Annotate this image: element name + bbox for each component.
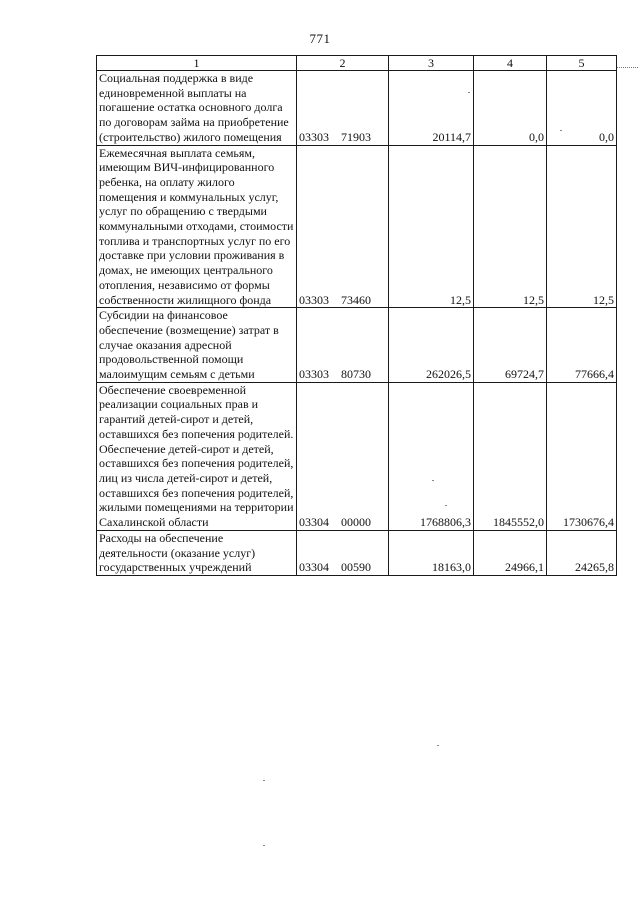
header-col-2: 2 bbox=[297, 56, 389, 71]
scan-speck bbox=[437, 745, 439, 746]
row-description: Обеспечение своевременной реализации социальных прав и гарантий детей-сирот и детей, оставшихся без попечения родителей. Обеспечение детей-сирот и детей, оставшихся без попечения родителей, лиц из числа детей-сирот и детей, оставшихся без попечения родителей, жилыми помещениями на территории Сахалинской области bbox=[97, 382, 297, 530]
row-code bbox=[297, 145, 389, 308]
row-value-col3: 20114,7 bbox=[389, 71, 474, 146]
header-row bbox=[97, 56, 617, 71]
budget-table bbox=[96, 55, 617, 576]
row-code bbox=[297, 382, 389, 530]
code-item: 73460 bbox=[341, 292, 371, 307]
code-item: 71903 bbox=[341, 129, 371, 144]
code-section: 03303 bbox=[299, 129, 329, 144]
row-code bbox=[297, 308, 389, 383]
table-row bbox=[97, 530, 617, 575]
row-value-col5: 0,0 bbox=[547, 71, 617, 146]
code-item: 00590 bbox=[341, 560, 371, 575]
scan-speck bbox=[263, 845, 265, 846]
row-value-col5: 24265,8 bbox=[547, 530, 617, 575]
row-description: Ежемесячная выплата семьям, имеющим ВИЧ-инфицированного ребенка, на оплату жилого помещения и коммунальных услуг, услуг по обращению с твердыми коммунальными отходами, стоимости топлива и транспортных услуг по его доставке при условии проживания в домах, не имеющих центрального отопления, независимо от формы собственности жилищного фонда bbox=[97, 145, 297, 308]
table-row bbox=[97, 145, 617, 308]
code-item: 80730 bbox=[341, 367, 371, 382]
row-code bbox=[297, 530, 389, 575]
row-value-col3: 1768806,3 bbox=[389, 382, 474, 530]
row-value-col5: 12,5 bbox=[547, 145, 617, 308]
header-col-4: 4 bbox=[474, 56, 547, 71]
row-value-col5: 77666,4 bbox=[547, 308, 617, 383]
scan-artifact-line bbox=[616, 67, 638, 68]
header-col-3: 3 bbox=[389, 56, 474, 71]
row-value-col4: 69724,7 bbox=[474, 308, 547, 383]
code-section: 03304 bbox=[299, 515, 329, 530]
table-row bbox=[97, 71, 617, 146]
code-section: 03303 bbox=[299, 367, 329, 382]
row-code bbox=[297, 71, 389, 146]
row-value-col3: 262026,5 bbox=[389, 308, 474, 383]
row-value-col3: 12,5 bbox=[389, 145, 474, 308]
row-description: Социальная поддержка в виде единовременной выплаты на погашение остатка основного долга по договорам займа на приобретение (строительство) жилого помещения bbox=[97, 71, 297, 146]
code-section: 03304 bbox=[299, 560, 329, 575]
row-value-col3: 18163,0 bbox=[389, 530, 474, 575]
row-value-col4: 24966,1 bbox=[474, 530, 547, 575]
row-value-col4: 12,5 bbox=[474, 145, 547, 308]
header-col-5: 5 bbox=[547, 56, 617, 71]
scan-speck bbox=[263, 780, 265, 781]
header-col-1: 1 bbox=[97, 56, 297, 71]
code-item: 00000 bbox=[341, 515, 371, 530]
row-description: Расходы на обеспечение деятельности (оказание услуг) государственных учреждений bbox=[97, 530, 297, 575]
page-number: 771 bbox=[309, 31, 331, 46]
row-value-col4: 0,0 bbox=[474, 71, 547, 146]
row-value-col5: 1730676,4 bbox=[547, 382, 617, 530]
row-description: Субсидии на финансовое обеспечение (возмещение) затрат в случае оказания адресной продовольственной помощи малоимущим семьям с детьми bbox=[97, 308, 297, 383]
table-row bbox=[97, 308, 617, 383]
table-row bbox=[97, 382, 617, 530]
code-section: 03303 bbox=[299, 292, 329, 307]
row-value-col4: 1845552,0 bbox=[474, 382, 547, 530]
